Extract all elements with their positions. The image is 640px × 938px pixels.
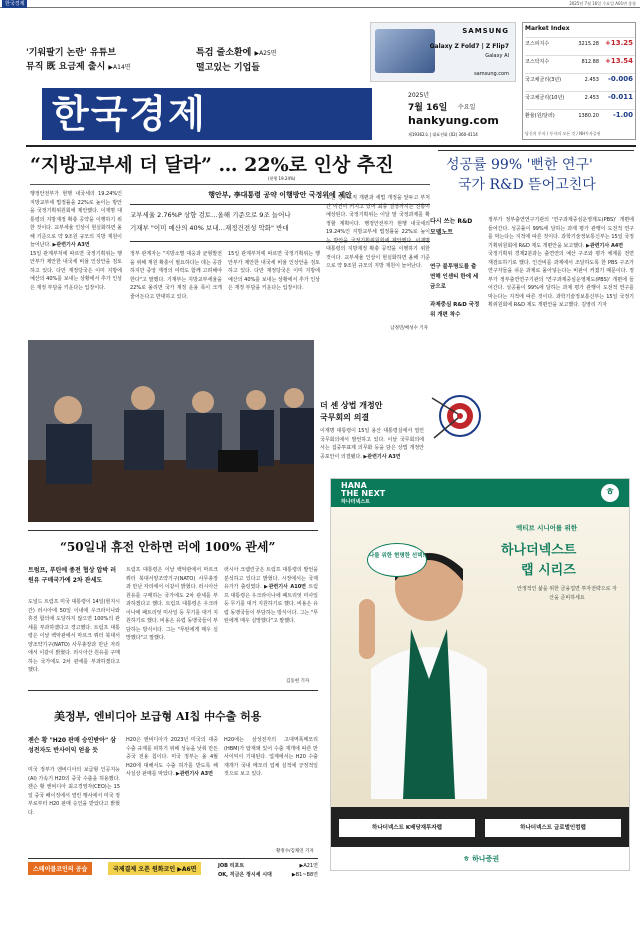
third-byline: 황정수/김채연 기자 [276, 849, 314, 854]
side-byline: 김영리 기자 [581, 302, 607, 308]
second-body-col1 [28, 598, 120, 684]
third-body-col2 [126, 736, 218, 852]
ad-title-2: 랩 시리즈 [521, 563, 576, 578]
market-footer: 당신의 투자 / 투자의 모든 것 / NH투자증권 [525, 131, 601, 136]
hana-logo-icon: ㅎ [601, 484, 619, 502]
ad-speech-bubble: 나를 위한 현명한 선택! [367, 543, 427, 577]
second-byline: 김동현 기자 [286, 679, 310, 684]
lead-jump[interactable]: ▶관련기사 A3면 [52, 242, 90, 248]
body-text: 오는 정부조직 개편과 세법 개정을 앞두고 부처 간 이견이 커지고 있어 최종 결정까지는 진통이 예상된다. 국정기획위는 이달 말 국정과제를 확정할 계획이다. [326, 195, 430, 227]
third-body-col3: H20에는 삼성전자의 고대역폭메모리(HBM)가 탑재돼 있어 수출 재개에 따른 반사이익이 기대된다. 업계에서는 H20 수출 재개가 국내 메모리 업체 실적에 긍정적일 것으로 보고 있다. [224, 737, 318, 777]
body-text: 국정기획위 경제2분과는 출연연의 예산 구조와 평가 체계를 전면 재검토하기로 했다. 인건비를 과제에서 조달하도록 한 PBS 구조가 연구자들을 쉬운 과제로 몰아넣는다는 비판이 커졌기 때문이다. [488, 251, 634, 274]
ad-product-2[interactable]: 하나더넥스트 글로벌인컴랩 [485, 819, 621, 837]
teaser-left[interactable] [26, 46, 131, 75]
market-name: 코스피지수 [525, 41, 550, 47]
market-name: 국고채금리(3년) [525, 77, 562, 83]
market-value: 3215.28 [578, 41, 599, 47]
third-jump[interactable]: ▶관련기사 A3면 [175, 771, 213, 777]
lead-body-col4 [326, 194, 430, 332]
ad-footer [331, 847, 630, 871]
lead-note: (현행 19.24%) [268, 176, 296, 181]
market-index-box [522, 22, 636, 140]
edition-date: 2025년 7월 16일 수요일 A01면 종합 [569, 1, 636, 6]
teaser-mid[interactable] [196, 46, 277, 75]
lead-body-col3: 15일 관계부처에 따르면 국정기획위는 행안부가 제안한 내국세 비율 인상안을 검토하고 있다. 다만 재정당국은 이미 지방에 예산의 40%를 보내는 상황에서 추가 인상은 재정 부담을 키운다는 입장이다. [228, 251, 320, 291]
market-value: 2.453 [584, 77, 599, 83]
phone-image [375, 29, 435, 73]
teaser-text: 뮤직 既 요금제 출시 [26, 62, 106, 72]
caption-title: 국무회의 의결 [320, 413, 370, 422]
body-text: 15일 관계부처에 따르면 국정기획위는 행안부가 제안한 내국세 비율 인상안을 검토하고 있다. 다만 재정당국은 이미 지방에 예산의 40%를 보내는 상황에서 추가 인상은 재정 부담을 키운다는 입장이다. [30, 250, 122, 291]
body-text: H20은 엔비디아가 2023년 미국의 대중 수출 규제를 피하기 위해 성능을 낮춰 만든 중국 전용 칩이다. 미국 정부는 올 4월 H20에 대해서도 수출 허가를 받도록 해 사실상 판매를 막았다. [126, 737, 218, 777]
side-jump[interactable]: ▶관련기사 A4면 [586, 242, 624, 249]
divider [28, 858, 318, 859]
body-text: 러시아 크렘린궁은 트럼프 대통령의 발언을 분석하고 있다고 밝혔다. 시장에서는 국제유가가 출렁였다. [224, 567, 318, 590]
ad-product-1[interactable]: 하나더넥스트 K배당재투자랩 [339, 819, 475, 837]
promo-tag-right[interactable] [218, 862, 318, 880]
ad-product: Galaxy Z Fold7 | Z Flip7 [429, 43, 509, 50]
ad-brand [341, 482, 385, 506]
side-body [488, 216, 634, 466]
section-label: 한국경제 [2, 0, 27, 8]
body-text: 트럼프 대통령은 이날 백악관에서 마르크 뤼터 북대서양조약기구(NATO) 사무총장과 만난 자리에서 이같이 밝혔다. 러시아산 원유를 구매하는 국가에도 2차 관세를 부과하겠다고 했다. [28, 624, 120, 673]
market-row [525, 55, 635, 65]
teaser-page: ▶A14면 [108, 64, 131, 71]
market-value: 1380.20 [578, 113, 599, 119]
body-text: 도널드 트럼프 미국 대통령이 14일(현지시간) 러시아에 50일 이내에 우크라이나와 휴전 합의에 도달하지 않으면 100%의 관세를 부과하겠다고 경고했다. [28, 599, 120, 631]
hana-mark-icon: ㅎ [462, 855, 470, 863]
market-row [525, 73, 635, 83]
second-jump[interactable]: ▶관련기사 A10면 [264, 584, 307, 590]
body-text: 정부가 정부출연연구기관의 '연구과제중심운영제도(PBS)' 개편에 들어간다. 성공률이 99%에 달하는 과제 평가 관행이 도전적 연구를 막는다는 지적에 따른 것이다. 과학기술정보통신부는 15일 국정기획위원회에 R&D 제도 개편안을 보고했다. [488, 268, 634, 308]
lead-headline[interactable]: “지방교부세 더 달라” … 22%로 인상 추진 [30, 154, 394, 176]
mast-year: 2025년 [408, 92, 430, 99]
market-change: -1.00 [612, 111, 633, 119]
market-change: +13.54 [604, 57, 633, 65]
mast-issue: 제19362호 | 대표전화 (02) 360-4114 [408, 132, 478, 137]
ad-brand: SAMSUNG [462, 27, 509, 35]
market-row [525, 37, 635, 47]
side-label-2: 연구 불투명도를 출연해 인센티 한에 세금으로 [430, 264, 479, 290]
third-subhead: 젠슨 황 "H20 판매 승인받아" 삼성전자도 반사이익 얻을 듯 [28, 737, 117, 754]
third-body-col1: 미국 정부가 엔비디아의 보급형 인공지능(AI) 가속기 H20의 중국 수출을 허용했다. 젠슨 황 엔비디아 최고경영자(CEO)는 15일 중국 베이징에서 열린 행사에서 미국 정부로부터 H20 판매 승인을 받았다고 밝혔다. [28, 767, 120, 816]
newspaper-logo: 한국경제 [52, 91, 207, 136]
body-text: 이재명 대통령이 15일 용산 대통령실에서 열린 국무회의에서 발언하고 있다. 이날 국무회의에서는 집중투표제 의무화 등을 담은 상법 개정안 공포안이 의결됐다. [320, 428, 424, 460]
second-subhead: 트럼프, 푸틴에 종전 협상 압박 러 원유 구매국가에 2차 관세도 [28, 567, 117, 584]
market-value: 2.453 [584, 95, 599, 101]
teaser-text: '기워팔기 논란' 유튜브 [26, 48, 117, 58]
masthead-rule [26, 145, 636, 147]
promo-tag-left[interactable]: 스테이블코인의 공습 [28, 862, 92, 875]
lead-body-col1 [30, 190, 122, 350]
side-headline-1[interactable]: 성공률 99% '뻔한 연구' [446, 157, 593, 173]
ad-desc: 안정적인 삶을 위한 금융업면 투자전략으로 자산을 준비하세요 [517, 586, 617, 601]
hana-ad[interactable] [330, 478, 630, 871]
ad-title-1: 하나더넥스트 [501, 543, 577, 558]
ad-brand-kr: 하나더넥스트 [341, 499, 370, 505]
cabinet-meeting-photo [28, 340, 314, 522]
ad-sub: Galaxy AI [485, 53, 509, 59]
market-change: -0.011 [607, 93, 633, 101]
divider [28, 690, 318, 691]
ad-brand-line: HANA [341, 481, 367, 490]
body-text: 트럼프 대통령은 우크라이나에 패트리엇 미사일 등 무기를 대거 지원하기로 했다. 비용은 유럽 동맹국들이 부담하는 방식이다. 그는 "푸틴에게 매우 실망했다"고 말했다. [224, 584, 318, 624]
market-row [525, 91, 635, 101]
market-row [525, 109, 635, 119]
divider [30, 184, 430, 185]
body-text: 행정안전부가 현행 내국세의 19.24%인 지방교부세 법정률을 22%로 높이는 방안을 국정기획위원회에 제안했다. 이재명 대통령의 지방재정 확충 공약을 이행하기 위한 것이다. 교부세율 인상이 현실화하면 올해 기준으로 약 9조원 규모의 지방 재원이 늘어난다. [30, 191, 122, 248]
ad-lead: 액티브 시니어를 위한 [516, 524, 578, 532]
promo-right-title: JOB 리포트 [218, 863, 245, 869]
body-text: 트럼프 대통령은 우크라이나에 패트리엇 미사일 등 무기를 대거 지원하기로 했다. 비용은 유럽 동맹국들이 부담하는 방식이다. 그는 "푸틴에게 매우 실망했다"고 말했다. [126, 601, 218, 641]
second-body-col2 [126, 566, 218, 684]
third-headline[interactable]: 美정부, 엔비디아 보급형 AI칩 中수출 허용 [54, 710, 262, 723]
teaser-text: 특검 줄소환에 [196, 48, 252, 58]
deck-line: 기재부 "이미 예산의 40% 보내…재정건전성 악화" 반대 [130, 224, 289, 232]
side-label-3: 과제중심 R&D 국정위 개편 착수 [430, 302, 480, 318]
ad-brand-line: THE NEXT [341, 489, 386, 498]
mast-day: 수요일 [458, 104, 476, 111]
lead-subhead: 행안부, 李대통령 공약 이행방안 국정위에 제안 [208, 191, 352, 199]
market-change: -0.006 [607, 75, 633, 83]
side-label-1: 다시 쓰는 R&D 모델노트 [430, 218, 473, 236]
archery-target-illustration [428, 378, 484, 454]
teaser-page: ▶A25면 [254, 50, 277, 57]
photo-caption [320, 400, 424, 477]
market-name: 국고채금리(10년) [525, 95, 565, 101]
samsung-ad[interactable] [370, 22, 516, 82]
teaser-text: 떨고있는 기업들 [196, 63, 260, 73]
body-text: 정부가 정부출연연구기관의 '연구과제중심운영제도(PBS)' 개편에 들어간다. 성공률이 99%에 달하는 과제 평가 관행이 도전적 연구를 막는다는 지적에 따른 것이다. 과학기술정보통신부는 15일 국정기획위원회에 R&D 제도 개편안을 보고했다. [488, 217, 634, 249]
promo-right-page: ▶B1~B8면 [291, 872, 318, 878]
deck-line: 교부세율 2.76%P 상향 검토…올해 기준으로 9조 늘어나 [130, 211, 291, 219]
lead-byline: 남정민/배성수 기자 [390, 326, 428, 331]
promo-tag-left-sub[interactable]: 국제결제 오픈 원화코인 ▶A6면 [108, 862, 201, 875]
divider [438, 150, 634, 151]
body-text: 트럼프 대통령은 이날 백악관에서 마르크 뤼터 북대서양조약기구(NATO) 사무총장과 만난 자리에서 이같이 밝혔다. 러시아산 원유를 구매하는 국가에도 2차 관세를 부과하겠다고 했다. [126, 567, 218, 607]
caption-title: 더 센 상법 개정안 [320, 401, 383, 410]
divider [28, 530, 318, 531]
masthead[interactable] [42, 88, 372, 140]
promo-right-title: OK, 직금은 정시세 시대 [218, 872, 272, 878]
market-name: 코스닥지수 [525, 59, 550, 65]
masthead-info [380, 88, 510, 140]
lead-body-col2: 정부 관계자는 "지방소멸 대응과 균형발전을 위해 재원 확충이 필요하다는 데는 공감하지만 중앙 재정의 여력도 함께 고려해야 한다"고 말했다. 기재부는 지방교부세율을 22%로 올리면 국가 재정 운용 폭이 크게 줄어든다고 반대하고 있다. [130, 251, 222, 300]
ad-footer-text: 하나증권 [472, 855, 500, 863]
second-body-col3 [224, 566, 318, 678]
market-title: Market Index [525, 25, 570, 32]
promo-right-page: ▶A21면 [299, 863, 318, 869]
market-value: 812.88 [581, 59, 599, 65]
side-headline-2[interactable]: 국가 R&D 뜯어고친다 [458, 177, 596, 193]
mast-date: 7월 16일 [408, 103, 448, 113]
caption-text [320, 427, 424, 477]
mast-url[interactable]: hankyung.com [408, 114, 499, 127]
market-name: 환율(원/달러) [525, 113, 555, 119]
top-bar [0, 0, 640, 8]
market-change: +13.25 [604, 39, 633, 47]
body-text: 행정안전부가 현행 내국세의 19.24%인 지방교부세 법정률을 22%로 높이는 방안을 국정기획위원회에 제안했다. 이재명 대통령의 지방재정 확충 공약을 이행하기 위한 것이다. 교부세율 인상이 현실화하면 올해 기준으로 약 9조원 규모의 지방 재원이 늘어난다. [326, 220, 430, 269]
caption-jump[interactable]: ▶관련기사 A3면 [363, 453, 401, 460]
second-headline[interactable]: “50일내 휴전 안하면 러에 100% 관세” [60, 540, 276, 554]
ad-site: samsung.com [474, 71, 509, 77]
